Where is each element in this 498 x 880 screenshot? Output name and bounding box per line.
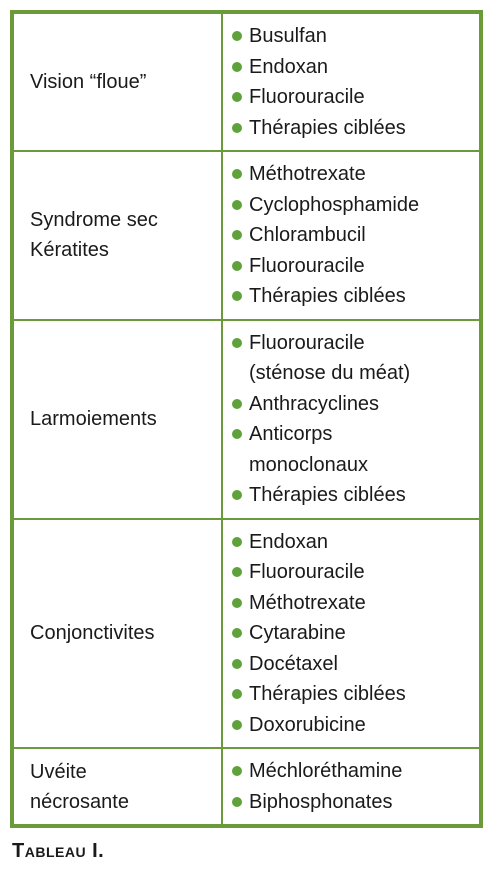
drug-name: Doxorubicine xyxy=(249,713,366,736)
drug-name: Thérapies ciblées xyxy=(249,285,406,307)
condition-label: Conjonctivites xyxy=(30,622,155,645)
bullet-icon xyxy=(232,797,242,807)
drug-item xyxy=(232,328,471,389)
bullet-icon xyxy=(232,92,242,102)
drug-name: Fluorouracile xyxy=(249,331,365,354)
bullet-icon xyxy=(232,490,242,500)
drug-name: Thérapies ciblées xyxy=(249,683,406,705)
drug-item xyxy=(232,113,471,144)
side-effects-table xyxy=(10,10,483,828)
drug-name: Anthracyclines xyxy=(249,392,380,415)
drugs-cell xyxy=(222,151,480,320)
bullet-icon xyxy=(232,689,242,699)
bullet-icon xyxy=(232,62,242,72)
drug-name: Thérapies ciblées xyxy=(249,116,406,139)
bullet-icon xyxy=(232,537,242,547)
drug-item xyxy=(232,787,471,818)
bullet-icon xyxy=(232,628,242,638)
drug-name: Chlorambucil xyxy=(249,224,366,246)
drug-list xyxy=(232,328,471,511)
drug-item xyxy=(232,21,471,52)
table-row xyxy=(13,151,480,320)
drug-item xyxy=(232,618,471,649)
bullet-icon xyxy=(232,31,242,41)
drug-item xyxy=(232,220,471,251)
drug-name: monoclonaux xyxy=(249,453,368,476)
drugs-cell xyxy=(222,13,480,151)
bullet-icon xyxy=(232,399,242,409)
drug-name: Fluorouracile xyxy=(249,254,365,277)
drug-list xyxy=(232,756,471,817)
drug-name: Cyclophosphamide xyxy=(249,193,420,216)
drug-name: Busulfan xyxy=(249,25,327,47)
drug-item xyxy=(232,679,471,710)
drug-name: Anticorps xyxy=(249,423,333,445)
bullet-icon xyxy=(232,338,242,348)
bullet-icon xyxy=(232,261,242,271)
drug-item xyxy=(232,52,471,83)
drug-name: Thérapies ciblées xyxy=(249,484,406,506)
drug-item xyxy=(232,527,471,558)
drug-item xyxy=(232,480,471,511)
drug-item xyxy=(232,159,471,190)
table-row xyxy=(13,320,480,519)
condition-label: nécrosante xyxy=(30,790,129,813)
table-row xyxy=(13,748,480,825)
condition-label: Kératites xyxy=(30,239,109,262)
condition-cell xyxy=(13,151,222,320)
condition-label: Larmoiements xyxy=(30,408,157,430)
drugs-cell xyxy=(222,320,480,519)
drug-name: Endoxan xyxy=(249,55,328,78)
condition-label: Vision “floue” xyxy=(30,71,147,93)
bullet-icon xyxy=(232,123,242,133)
table-row xyxy=(13,519,480,749)
bullet-icon xyxy=(232,230,242,240)
bullet-icon xyxy=(232,659,242,669)
bullet-icon xyxy=(232,429,242,439)
drug-list xyxy=(232,159,471,312)
drug-item xyxy=(232,251,471,282)
condition-cell xyxy=(13,320,222,519)
drug-name: Méthotrexate xyxy=(249,591,366,614)
drug-item xyxy=(232,82,471,113)
drug-item xyxy=(232,588,471,619)
drug-list xyxy=(232,21,471,143)
drug-item xyxy=(232,649,471,680)
drug-item xyxy=(232,710,471,741)
bullet-icon xyxy=(232,200,242,210)
table-body xyxy=(13,13,480,825)
drug-name: Docétaxel xyxy=(249,652,338,675)
bullet-icon xyxy=(232,766,242,776)
bullet-icon xyxy=(232,598,242,608)
drug-name: (sténose du méat) xyxy=(249,362,411,384)
drug-name: Endoxan xyxy=(249,530,328,553)
condition-cell xyxy=(13,519,222,749)
drug-item xyxy=(232,756,471,787)
drug-list xyxy=(232,527,471,741)
bullet-icon xyxy=(232,720,242,730)
drugs-cell xyxy=(222,748,480,825)
drug-name: Fluorouracile xyxy=(249,86,365,108)
drug-name: Biphosphonates xyxy=(249,790,393,813)
drug-name: Fluorouracile xyxy=(249,561,365,583)
drug-name: Méchloréthamine xyxy=(249,760,403,782)
condition-label: Uvéite xyxy=(30,760,87,783)
drug-item xyxy=(232,281,471,312)
bullet-icon xyxy=(232,169,242,179)
drug-item xyxy=(232,190,471,221)
drug-item xyxy=(232,557,471,588)
table-caption: Tableau I. xyxy=(12,840,105,862)
bullet-icon xyxy=(232,291,242,301)
drug-item xyxy=(232,419,471,480)
condition-cell xyxy=(13,13,222,151)
drug-item xyxy=(232,389,471,420)
drugs-cell xyxy=(222,519,480,749)
bullet-icon xyxy=(232,567,242,577)
condition-cell xyxy=(13,748,222,825)
drug-name: Méthotrexate xyxy=(249,163,366,185)
condition-label: Syndrome sec xyxy=(30,209,158,232)
drug-name: Cytarabine xyxy=(249,622,346,644)
table-row xyxy=(13,13,480,151)
